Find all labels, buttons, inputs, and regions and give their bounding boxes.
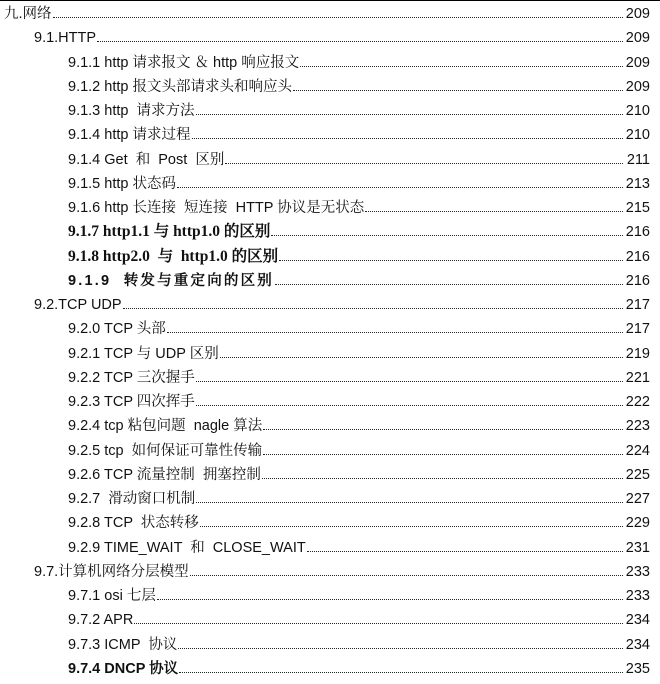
toc-entry-title: 9.2.2 TCP 三次握手 [68, 369, 195, 386]
dot-leader [200, 526, 623, 527]
dot-leader [97, 41, 623, 42]
toc-entry-title: 9.7.4 DNCP 协议 [68, 660, 179, 677]
toc-entry-subsection[interactable] [0, 75, 650, 99]
toc-entry-section[interactable] [0, 560, 650, 584]
dot-leader [196, 502, 623, 503]
toc-entry-subsection[interactable] [0, 487, 650, 511]
toc-entry-title: 9.7.3 ICMP 协议 [68, 636, 178, 653]
toc-entry-subsection[interactable] [0, 99, 650, 123]
toc-entry-section[interactable] [0, 293, 650, 317]
toc-entry-page: 229 [625, 515, 650, 532]
toc-entry-title: 9.2.3 TCP 四次挥手 [68, 394, 195, 410]
toc-entry-subsection[interactable] [0, 390, 650, 414]
toc-entry-title: 9.1.5 http 状态码 [68, 175, 176, 192]
toc-entry-page: 217 [625, 297, 650, 313]
toc-entry-subsection[interactable] [0, 657, 650, 681]
toc-entry-section[interactable] [0, 26, 650, 50]
toc-entry-title: 9.2.1 TCP 与 UDP 区别 [68, 345, 219, 362]
toc-entry-title: 9.1.1 http 请求报文 ＆ http 响应报文 [68, 54, 300, 71]
toc-entry-page: 209 [625, 6, 650, 22]
toc-entry-page: 215 [625, 200, 650, 216]
dot-leader [279, 260, 623, 261]
toc-entry-title: 9.7.1 osi 七层 [68, 588, 156, 604]
toc-entry-subsection[interactable] [0, 439, 650, 463]
toc-entry-subsection[interactable] [0, 608, 650, 632]
toc-entry-page: 234 [625, 636, 650, 653]
toc-entry-page: 209 [625, 30, 650, 47]
toc-entry-title: 9.2.9 TIME_WAIT 和 CLOSE_WAIT [68, 539, 306, 556]
dot-leader [262, 478, 623, 479]
toc-entry-page: 233 [625, 563, 650, 580]
toc-entry-page: 233 [625, 588, 650, 604]
toc-entry-subsection[interactable] [0, 172, 650, 196]
dot-leader [179, 672, 623, 673]
toc-entry-subsection[interactable] [0, 196, 650, 220]
dot-leader [178, 648, 623, 649]
toc-entry-page: 210 [625, 127, 650, 144]
toc-entry-page: 210 [625, 103, 650, 119]
toc-entry-page: 216 [625, 248, 650, 265]
toc-entry-subsection[interactable] [0, 220, 650, 244]
toc-entry-page: 209 [625, 78, 650, 95]
toc-entry-subsection[interactable] [0, 269, 650, 293]
dot-leader [220, 357, 623, 358]
toc-entry-page: 235 [625, 660, 650, 677]
dot-leader [263, 454, 623, 455]
toc-entry-subsection[interactable] [0, 463, 650, 487]
toc-entry-subsection[interactable] [0, 584, 650, 608]
toc-entry-page: 223 [625, 418, 650, 435]
dot-leader [263, 429, 623, 430]
toc-entry-subsection[interactable] [0, 511, 650, 535]
toc-entry-page: 211 [626, 151, 650, 168]
dot-leader [177, 187, 623, 188]
toc-entry-title: 9.2.0 TCP 头部 [68, 321, 166, 338]
dot-leader [196, 114, 623, 115]
table-of-contents [0, 2, 650, 681]
toc-entry-title: 9.7.计算机网络分层模型 [34, 563, 189, 580]
dot-leader [225, 163, 623, 164]
dot-leader [196, 405, 623, 406]
dot-leader [134, 623, 623, 624]
toc-entry-subsection[interactable] [0, 245, 650, 269]
toc-entry-title: 九.网络 [4, 6, 52, 22]
toc-entry-page: 225 [625, 466, 650, 483]
dot-leader [300, 66, 623, 67]
toc-entry-title: 9.7.2 APR [68, 612, 134, 629]
toc-entry-subsection[interactable] [0, 148, 650, 172]
toc-entry-title: 9.1.6 http 长连接 短连接 HTTP 协议是无状态 [68, 200, 365, 216]
dot-leader [293, 90, 623, 91]
toc-entry-title: 9.2.4 tcp 粘包问题 nagle 算法 [68, 418, 263, 435]
dot-leader [365, 211, 623, 212]
toc-entry-subsection[interactable] [0, 633, 650, 657]
dot-leader [167, 332, 623, 333]
toc-entry-subsection[interactable] [0, 317, 650, 341]
dot-leader [123, 308, 623, 309]
toc-entry-title: 9.2.5 tcp 如何保证可靠性传输 [68, 442, 263, 459]
toc-entry-title: 9.1.7 http1.1 与 http1.0 的区别 [68, 223, 271, 241]
toc-entry-title: 9.1.4 Get 和 Post 区别 [68, 151, 225, 168]
toc-entry-title: 9.1.4 http 请求过程 [68, 127, 191, 144]
toc-entry-subsection[interactable] [0, 51, 650, 75]
toc-entry-title: 9.1.HTTP [34, 30, 97, 47]
toc-entry-chapter[interactable] [0, 2, 650, 26]
toc-entry-page: 231 [625, 539, 650, 556]
toc-entry-page: 221 [625, 369, 650, 386]
dot-leader [271, 235, 623, 236]
toc-entry-title: 9.1.3 http 请求方法 [68, 103, 195, 119]
toc-entry-page: 213 [625, 175, 650, 192]
toc-entry-title: 9.2.7 滑动窗口机制 [68, 491, 196, 507]
toc-entry-subsection[interactable] [0, 366, 650, 390]
toc-entry-title: 9.1.8 http2.0 与 http1.0 的区别 [68, 247, 279, 265]
toc-entry-subsection[interactable] [0, 342, 650, 366]
toc-entry-page: 224 [625, 442, 650, 459]
toc-entry-title: 9.1.2 http 报文头部请求头和响应头 [68, 78, 292, 95]
top-rule [0, 0, 660, 1]
toc-entry-title: 9.2.6 TCP 流量控制 拥塞控制 [68, 466, 261, 483]
toc-entry-page: 227 [625, 491, 650, 507]
toc-entry-page: 217 [625, 321, 650, 338]
dot-leader [190, 575, 623, 576]
toc-entry-title: 9.1.9 转发与重定向的区别 [68, 272, 275, 289]
toc-entry-page: 234 [625, 612, 650, 629]
dot-leader [157, 599, 623, 600]
dot-leader [53, 17, 623, 18]
dot-leader [307, 551, 623, 552]
toc-entry-page: 209 [625, 54, 650, 71]
toc-entry-page: 216 [625, 224, 650, 241]
toc-entry-title: 9.2.8 TCP 状态转移 [68, 515, 199, 532]
dot-leader [192, 138, 624, 139]
toc-entry-page: 219 [625, 345, 650, 362]
toc-entry-page: 216 [625, 272, 650, 289]
toc-entry-page: 222 [625, 394, 650, 410]
toc-entry-subsection[interactable] [0, 414, 650, 438]
toc-entry-subsection[interactable] [0, 536, 650, 560]
dot-leader [275, 284, 623, 285]
toc-entry-subsection[interactable] [0, 123, 650, 147]
toc-entry-title: 9.2.TCP UDP [34, 297, 122, 313]
dot-leader [196, 381, 623, 382]
